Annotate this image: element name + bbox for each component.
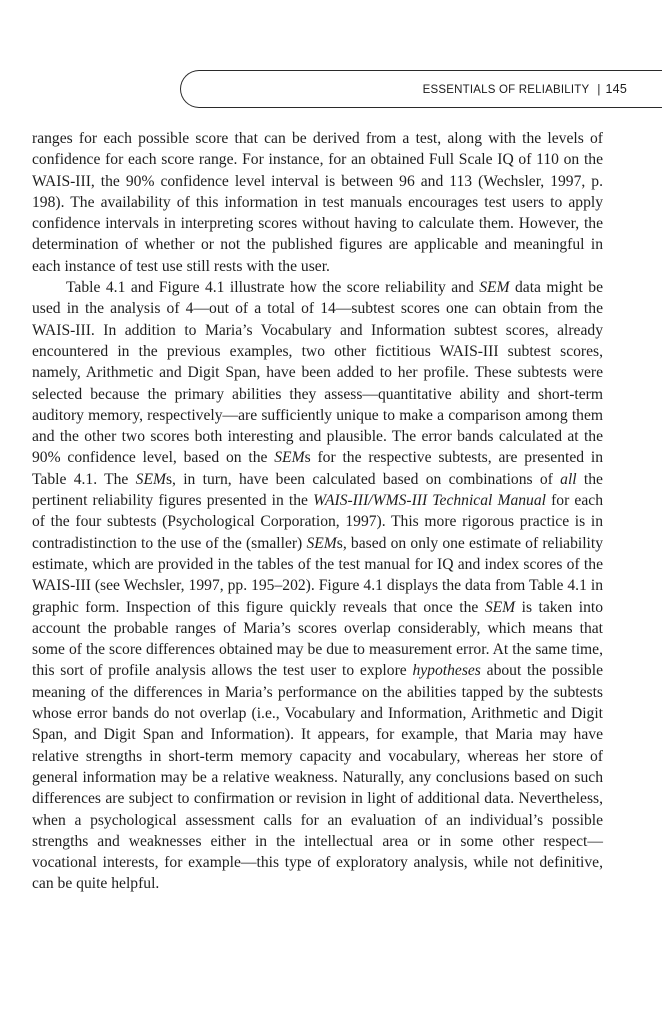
paragraph-1: ranges for each possible score that can be derived from a test, along with the levels of confidence for each score range. For instance, for an obtained Full Scale IQ of 110 on the WAIS-III, the 90% confidence level interval is between 96 and 113 (Wechsler, 1997, p. 198). The availability of this information in test manuals encourages test users to apply confidence intervals in interpreting scores without having to calculate them. However, the determination of whether or not the published figures are applicable and meaningful in each instance of test use still rests with the user. bbox=[32, 130, 603, 275]
paragraph-2-text: s, in turn, have been calculated based on combinations of bbox=[165, 470, 561, 488]
emphasis-all: all bbox=[560, 470, 577, 488]
paragraph-2-text: s for the respective subtests, are presented in Table 4.1. The bbox=[32, 449, 603, 488]
page-number: 145 bbox=[605, 82, 627, 96]
emphasis-hypotheses: hypotheses bbox=[412, 662, 481, 680]
paragraph-2-text: data might be used in the analysis of 4—out of a total of 14—subtest scores one can obtain from the WAIS-III. In addition to Maria’s Vocabulary and Information subtest scores, already encountered in the previous examples, two other fictitious WAIS-III subtest scores, namely, Arithmetic and Digit Span, have been added to her profile. These subtests were selected because the primary abilities they assess—quantitative ability and short-term auditory memory, respectively—are sufficiently unique to make a comparison among them and the other two scores both interesting and plausible. The error bands calculated at the 90% confidence level, based on the bbox=[32, 279, 603, 467]
running-head-text bbox=[423, 82, 627, 96]
header-separator: | bbox=[597, 84, 601, 96]
paragraph-2-text: is taken into account the probable ranges of Maria’s scores overlap considerably, which means that some of the score differences obtained may be due to measurement error. At the same time, this sort of profile analysis allows the test user to explore bbox=[32, 598, 604, 680]
body-text bbox=[32, 128, 603, 895]
running-head bbox=[180, 70, 662, 108]
sem-term: SEM bbox=[135, 470, 166, 488]
chapter-title: ESSENTIALS OF RELIABILITY bbox=[422, 84, 590, 96]
sem-term: SEM bbox=[306, 534, 337, 552]
sem-term: SEM bbox=[479, 279, 510, 297]
paragraph-2 bbox=[32, 277, 603, 895]
paragraph-2-text: Table 4.1 and Figure 4.1 illustrate how the score reliability and bbox=[66, 279, 480, 297]
paragraph-2-text: about the possible meaning of the differences in Maria’s performance on the abilities tapped by the subtests whose error bands do not overlap (i.e., Vocabulary and Information, Arithmetic and Digit Span, and Digit Span and Information). It appears, for example, that Maria may have relative strengths in short-term memory capacity and vocabulary, whereas her store of general information may be a relative weakness. Naturally, any conclusions based on such differences are subject to confirmation or revision in light of additional data. Nevertheless, when a psychological assessment calls for an evaluation of an individual’s possible strengths and weaknesses either in the intellectual area or in some other respect—vocational interests, for example—this type of exploratory analysis, while not definitive, can be quite helpful. bbox=[32, 662, 603, 893]
sem-term: SEM bbox=[484, 598, 516, 616]
manual-title: WAIS-III/WMS-III Technical Manual bbox=[313, 492, 546, 510]
paragraph-2-text: the pertinent reliability figures presented in the bbox=[32, 470, 603, 510]
paragraph-2-text: for each of the four subtests (Psychological Corporation, 1997). This more rigorous practice is in contradistinction to the use of the (smaller) bbox=[32, 492, 603, 552]
sem-term: SEM bbox=[274, 449, 305, 467]
paragraph-2-text: s, based on only one estimate of reliability estimate, which are provided in the tables of the test manual for IQ and index scores of the WAIS-III (see Wechsler, 1997, pp. 195–202). Figure 4.1 displays the data from Table 4.1 in graphic form. Inspection of this figure quickly reveals that once the bbox=[32, 534, 603, 616]
